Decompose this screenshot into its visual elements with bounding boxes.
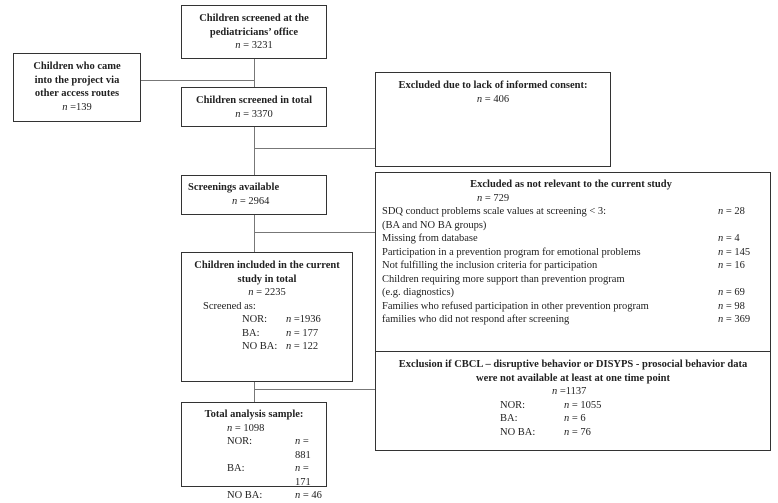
count-value: =1936 bbox=[293, 314, 321, 325]
box-title: other access routes bbox=[34, 88, 120, 99]
exclusion-list bbox=[382, 205, 751, 327]
screened-as-label: Screened as: bbox=[203, 300, 256, 312]
group-count: n = 881 bbox=[295, 436, 311, 461]
count-value: = 76 bbox=[571, 426, 591, 438]
item-label: Children requiring more support than prevention program bbox=[382, 273, 625, 285]
group-count: n = 1055 bbox=[564, 399, 602, 411]
box-title: were not available at least at one time point bbox=[475, 372, 671, 384]
count-value: = 122 bbox=[293, 341, 319, 352]
box-title: Screenings available bbox=[188, 182, 280, 193]
count-value: 145 bbox=[734, 246, 751, 258]
count-value: 369 bbox=[734, 314, 751, 325]
box-title: Children who came bbox=[33, 61, 121, 72]
count-value: 69 bbox=[734, 287, 745, 298]
connector bbox=[254, 59, 255, 87]
count-value: 28 bbox=[734, 206, 745, 217]
connector bbox=[254, 381, 255, 402]
item-label: families who did not respond after screening bbox=[382, 314, 570, 325]
item-count: n = 145 bbox=[718, 246, 751, 258]
count-value: 3370 bbox=[251, 108, 273, 120]
consent-excluded-box bbox=[375, 72, 611, 167]
group-label: BA: bbox=[227, 463, 245, 474]
count-value: =139 bbox=[70, 101, 92, 113]
count-value: = 171 bbox=[295, 463, 311, 488]
screenings-available-box bbox=[181, 175, 327, 215]
count: n = 729 bbox=[477, 192, 510, 204]
box-title: Total analysis sample: bbox=[204, 409, 304, 420]
box-title: Children included in the current bbox=[194, 260, 340, 271]
count-value: 16 bbox=[734, 260, 745, 271]
group-count: n = 46 bbox=[295, 490, 322, 501]
list-item bbox=[382, 313, 751, 327]
item-count: n = 369 bbox=[718, 314, 751, 325]
connector bbox=[254, 148, 375, 149]
count: n = 2235 bbox=[248, 287, 286, 298]
total-sample-box bbox=[181, 402, 327, 501]
list-item bbox=[382, 219, 710, 233]
count: n = 1098 bbox=[227, 422, 265, 434]
count-value: = 6 bbox=[571, 413, 586, 424]
count-value: 2964 bbox=[248, 195, 270, 207]
connector bbox=[140, 80, 254, 81]
count: n = 2964 bbox=[232, 195, 270, 207]
included-box bbox=[181, 252, 353, 382]
group-label: BA: bbox=[242, 327, 260, 339]
other-routes-box bbox=[13, 53, 141, 122]
box-title: Exclusion if CBCL – disruptive behavior or DISYPS - prosocial behavior data bbox=[398, 359, 748, 370]
item-label: Missing from database bbox=[382, 233, 478, 244]
item-count: n = 69 bbox=[718, 287, 745, 298]
count-value: =1137 bbox=[559, 386, 587, 397]
count: n =139 bbox=[62, 101, 92, 113]
list-item bbox=[382, 273, 710, 287]
box-title: Children screened in total bbox=[196, 95, 312, 106]
screened-total-box bbox=[181, 87, 327, 127]
count-value: 2235 bbox=[264, 287, 286, 298]
count: n = 3370 bbox=[235, 108, 273, 120]
count-value: 4 bbox=[734, 233, 740, 244]
count-value: = 177 bbox=[293, 327, 319, 339]
group-list bbox=[182, 435, 326, 503]
list-item bbox=[382, 232, 740, 246]
group-list bbox=[376, 399, 770, 440]
item-count: n = 16 bbox=[718, 260, 745, 271]
item-label: (BA and NO BA groups) bbox=[382, 219, 487, 231]
item-label: Participation in a prevention program for emotional problems bbox=[382, 246, 641, 258]
count-value: 3231 bbox=[251, 40, 273, 51]
box-title: Excluded as not relevant to the current study bbox=[470, 179, 672, 190]
connector bbox=[254, 232, 375, 233]
group-label: NO BA: bbox=[242, 341, 278, 352]
box-title: Children screened at the bbox=[199, 13, 309, 24]
count-value: 406 bbox=[493, 93, 510, 105]
group-list bbox=[182, 313, 352, 354]
item-label: SDQ conduct problems scale values at screening < 3: bbox=[382, 206, 607, 217]
item-label: Families who refused participation in other prevention program bbox=[382, 300, 649, 312]
list-item bbox=[382, 286, 745, 300]
box-title: pediatricians’ office bbox=[209, 26, 299, 38]
item-count bbox=[718, 273, 760, 287]
not-relevant-box bbox=[375, 172, 771, 352]
count-value: 729 bbox=[493, 192, 510, 204]
item-count: n = 98 bbox=[718, 300, 745, 312]
list-item bbox=[382, 300, 745, 314]
group-count: n = 171 bbox=[295, 463, 311, 488]
list-item bbox=[382, 259, 745, 273]
item-count bbox=[718, 219, 760, 233]
item-count: n = 4 bbox=[718, 233, 740, 244]
count-value: = 1055 bbox=[571, 399, 602, 411]
group-count: n =1936 bbox=[286, 314, 321, 325]
count-value: = 881 bbox=[295, 436, 311, 461]
count-value: 1098 bbox=[243, 422, 265, 434]
group-count: n = 122 bbox=[286, 341, 319, 352]
group-count: n = 6 bbox=[564, 413, 586, 424]
group-label: NO BA: bbox=[500, 426, 536, 438]
item-label: Not fulfilling the inclusion criteria for participation bbox=[382, 260, 598, 271]
box-title: Excluded due to lack of informed consent: bbox=[398, 80, 588, 91]
item-count: n = 28 bbox=[718, 206, 745, 217]
count: n =1137 bbox=[552, 386, 587, 397]
list-item bbox=[382, 205, 745, 219]
group-count: n = 76 bbox=[564, 426, 591, 438]
cbcl-excluded-box bbox=[375, 351, 771, 451]
item-label: (e.g. diagnostics) bbox=[382, 287, 455, 298]
group-label: BA: bbox=[500, 413, 518, 424]
group-label: NO BA: bbox=[227, 490, 263, 501]
count: n = 406 bbox=[476, 93, 510, 105]
group-count: n = 177 bbox=[286, 327, 319, 339]
group-label: NOR: bbox=[500, 399, 526, 411]
connector bbox=[254, 389, 375, 390]
count: n = 3231 bbox=[235, 40, 273, 51]
connector bbox=[254, 126, 255, 175]
box-title: into the project via bbox=[34, 74, 120, 86]
count-value: 98 bbox=[734, 300, 745, 312]
group-label: NOR: bbox=[227, 436, 253, 447]
list-item bbox=[382, 246, 751, 260]
pediatricians-box bbox=[181, 5, 327, 59]
box-title: study in total bbox=[237, 273, 297, 285]
count-value: = 46 bbox=[302, 490, 322, 501]
group-label: NOR: bbox=[242, 314, 268, 325]
connector bbox=[254, 215, 255, 252]
